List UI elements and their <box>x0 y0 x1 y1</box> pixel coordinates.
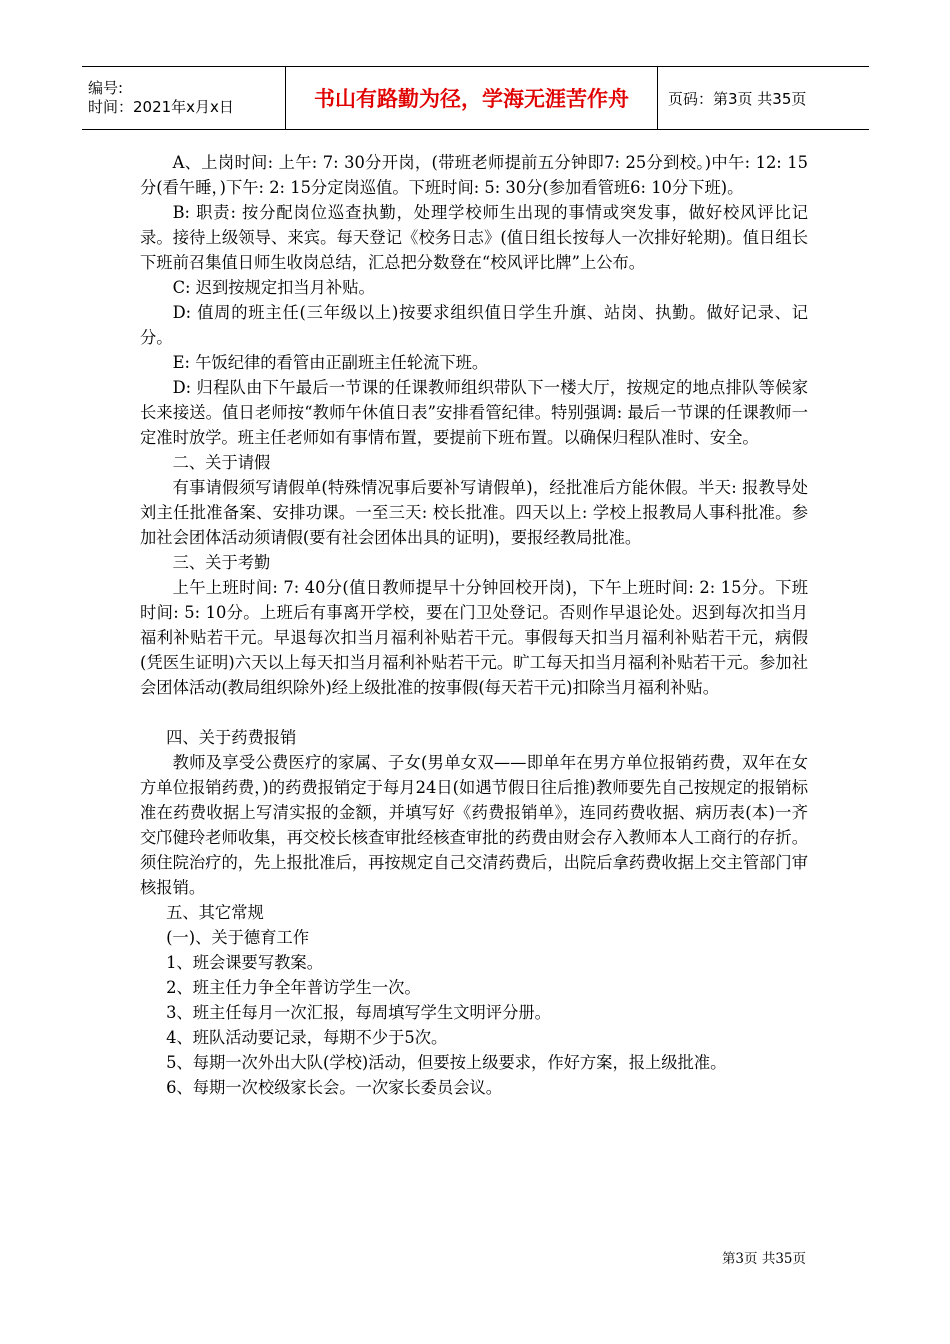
heading-medical-reimbursement: 四、关于药费报销 <box>166 728 297 747</box>
paragraph-duty-responsibility: B: 职责: 按分配岗位巡查执勤，处理学校师生出现的事情或突发事，做好校风评比记录。接待上级领导、来宾。每天登记《校务日志》(值日组长按每人一次排好轮期)。值日组长下班前召集值日师生收岗总结，汇总把分数登在“校风评比牌”上公布。 <box>140 203 808 272</box>
header-page-code <box>658 67 869 129</box>
paragraph-return-team: D: 归程队由下午最后一节课的任课教师组织带队下一楼大厅，按规定的地点排队等候家长来接送。值日老师按“教师午休值日表”安排看管纪律。特别强调: 最后一节课的任课教师一定准时放学。班主任老师如有事情布置，要提前下班布置。以确保归程队准时、安全。 <box>140 378 808 447</box>
list-item: 1、班会课要写教案。 <box>166 953 323 972</box>
list-item: 6、每期一次校级家长会。一次家长委员会议。 <box>166 1078 503 1097</box>
page-code-text: 页码：第3页 共35页 <box>668 89 807 108</box>
document-number-label: 编号: <box>88 79 124 97</box>
heading-attendance: 三、关于考勤 <box>172 553 271 572</box>
heading-moral-education: (一)、关于德育工作 <box>166 928 310 947</box>
motto-text: 书山有路勤为径，学海无涯苦作舟 <box>314 87 629 111</box>
page-footer <box>722 1247 806 1267</box>
blank-line <box>140 700 808 725</box>
paragraph-late-rule: C: 迟到按规定扣当月补贴。 <box>172 278 375 297</box>
header-info <box>82 67 285 129</box>
paragraph-weekly-teacher: D: 值周的班主任(三年级以上)按要求组织值日学生升旗、站岗、执勤。做好记录、记分。 <box>140 303 808 347</box>
list-item: 3、班主任每月一次汇报，每周填写学生文明评分册。 <box>166 1003 551 1022</box>
paragraph-medical-reimbursement: 教师及享受公费医疗的家属、子女(男单女双——即单年在男方单位报销药费，双年在女方单位报销药费，)的药费报销定于每月24日(如遇节假日往后推)教师要先自己按规定的报销标准在药费收据上写清实报的金额，并填写好《药费报销单》，连同药费收据、病历表(本)一齐交邝健玲老师收集，再交校长核查审批经核查审批的药费由财会存入教师本人工商行的存折。须住院治疗的，先上报批准后，再按规定自己交清药费后，出院后拿药费收据上交主管部门审核报销。 <box>140 753 808 897</box>
paragraph-attendance: 上午上班时间: 7: 40分(值日教师提早十分钟回校开岗)，下午上班时间: 2: 15分。下班时间: 5: 10分。上班后有事离开学校，要在门卫处登记。否则作早退论处。迟到每次扣当月福利补贴若干元。早退每次扣当月福利补贴若干元。事假每天扣当月福利补贴若干元，病假(凭医生证明)六天以上每天扣当月福利补贴若干元。旷工每天扣当月福利补贴若干元。参加社会团体活动(教局组织除外)经上级批准的按事假(每天若干元)扣除当月福利补贴。 <box>140 578 808 697</box>
document-time-label: 时间：2021年x月x日 <box>88 98 234 116</box>
list-item: 2、班主任力争全年普访学生一次。 <box>166 978 421 997</box>
paragraph-lunch-discipline: E: 午饭纪律的看管由正副班主任轮流下班。 <box>172 353 489 372</box>
page-header <box>82 66 869 130</box>
paragraph-duty-time: A、上岗时间: 上午: 7: 30分开岗，(带班老师提前五分钟即7: 25分到校。)中午: 12: 15分(看午睡，)下午: 2: 15分定岗巡值。下班时间: 5: 30分(参加看管班6: 10分下班)。 <box>140 153 808 197</box>
footer-page-number: 第3页 共35页 <box>721 1251 806 1267</box>
header-motto <box>285 67 658 129</box>
heading-leave: 二、关于请假 <box>172 453 271 472</box>
heading-other-routines: 五、其它常规 <box>166 903 264 922</box>
document-body <box>140 150 808 1100</box>
list-item: 5、每期一次外出大队(学校)活动，但要按上级要求，作好方案，报上级批准。 <box>166 1053 727 1072</box>
paragraph-leave: 有事请假须写请假单(特殊情况事后要补写请假单)，经批准后方能休假。半天: 报教导处刘主任批准备案、安排功课。一至三天: 校长批准。四天以上: 学校上报教局人事科批准。参加社会团体活动须请假(要有社会团体出具的证明)，要报经教局批准。 <box>140 478 808 547</box>
list-item: 4、班队活动要记录，每期不少于5次。 <box>166 1028 448 1047</box>
